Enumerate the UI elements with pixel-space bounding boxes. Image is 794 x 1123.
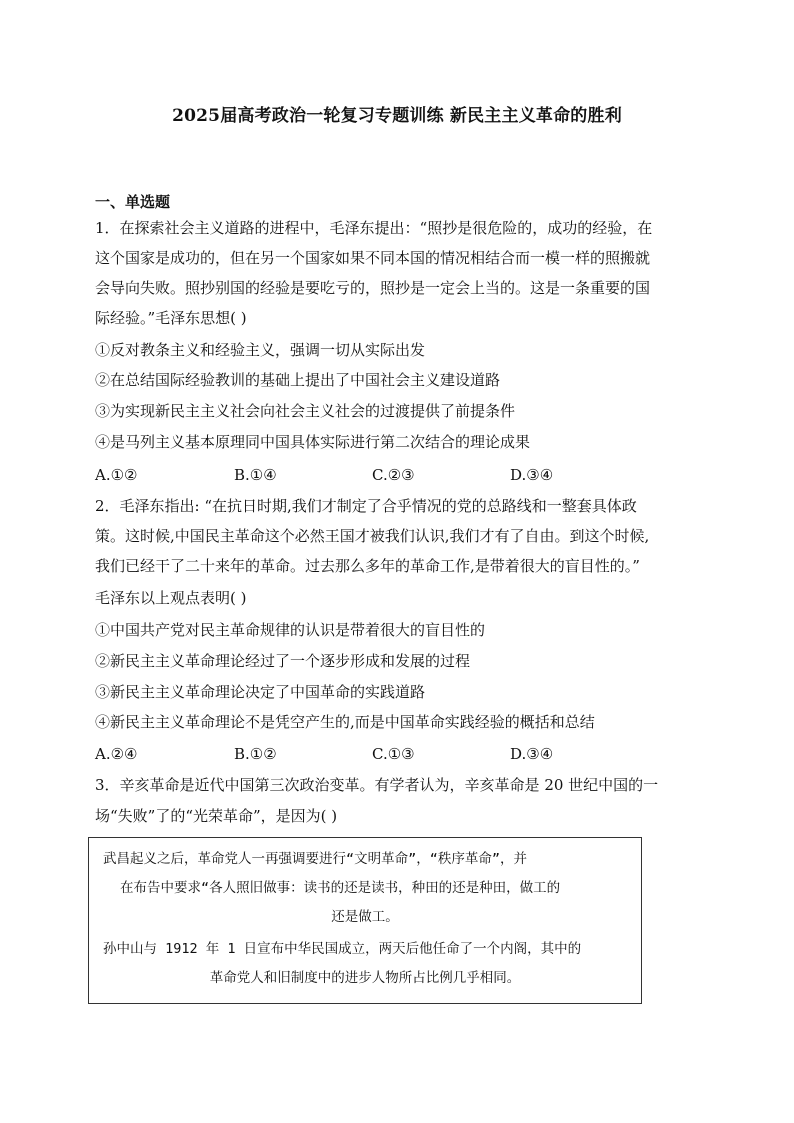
q2-option-c[interactable]: C.①③ <box>372 745 415 763</box>
q1-option-d[interactable]: D.③④ <box>510 466 554 484</box>
q1-option-c[interactable]: C.②③ <box>372 466 415 484</box>
q1-stem-line: 会导向失败。照抄别国的经验是要吃亏的，照抄是一定会上当的。这是一条重要的国 <box>95 279 651 297</box>
q3-stem-line: 场“失败”了的“光荣革命”，是因为( ) <box>95 807 338 825</box>
q2-statement: ①中国共产党对民主革命规律的认识是带着很大的盲目性的 <box>95 621 486 639</box>
q2-stem-line: 策。这时候,中国民主革命这个必然王国才被我们认识,我们才有了自由。到这个时候, <box>95 527 650 545</box>
q2-statement: ④新民主主义革命理论不是凭空产生的,而是中国革命实践经验的概括和总结 <box>95 713 595 731</box>
q3-material-line: 孙中山与 1912 年 1 日宣布中华民国成立，两天后他任命了一个内阁，其中的 <box>103 941 582 957</box>
q2-statement: ③新民主主义革命理论决定了中国革命的实践道路 <box>95 683 426 701</box>
q2-stem-line: 我们已经干了二十来年的革命。过去那么多年的革命工作,是带着很大的盲目性的。” <box>95 557 640 575</box>
q2-option-a[interactable]: A.②④ <box>95 745 138 763</box>
q3-material-line: 在布告中要求“各人照旧做事：读书的还是读书，种田的还是种田，做工的 <box>120 880 561 896</box>
section-heading: 一、单选题 <box>95 193 171 211</box>
q2-stem-line: 2．毛泽东指出: “在抗日时期,我们才制定了合乎情况的党的总路线和一整套具体政 <box>95 497 637 515</box>
q3-material-line: 武昌起义之后，革命党人一再强调要进行“文明革命”，“秩序革命”，并 <box>103 851 528 867</box>
document-title: 2025届高考政治一轮复习专题训练 新民主主义革命的胜利 <box>172 106 622 126</box>
q3-material-line: 还是做工。 <box>331 909 399 925</box>
q1-statement: ①反对教条主义和经验主义，强调一切从实际出发 <box>95 341 426 359</box>
q3-material-line: 革命党人和旧制度中的进步人物所占比例几乎相同。 <box>209 970 521 986</box>
q1-statement: ③为实现新民主主义社会向社会主义社会的过渡提供了前提条件 <box>95 402 516 420</box>
q3-stem-line: 3．辛亥革命是近代中国第三次政治变革。有学者认为，辛亥革命是 20 世纪中国的一 <box>95 776 659 794</box>
q2-option-b[interactable]: B.①② <box>234 745 277 763</box>
q2-options <box>95 744 695 764</box>
q1-options <box>95 465 695 485</box>
q2-option-d[interactable]: D.③④ <box>510 745 554 763</box>
q3-material-box <box>88 837 642 1004</box>
q1-stem-line: 1．在探索社会主义道路的进程中，毛泽东提出：“照抄是很危险的，成功的经验，在 <box>95 219 653 237</box>
q1-option-a[interactable]: A.①② <box>95 466 138 484</box>
q1-stem-line: 这个国家是成功的，但在另一个国家如果不同本国的情况相结合而一模一样的照搬就 <box>95 249 651 267</box>
q1-statement: ②在总结国际经验教训的基础上提出了中国社会主义建设道路 <box>95 371 501 389</box>
q1-stem-line: 际经验。”毛泽东思想( ) <box>95 309 247 327</box>
q1-statement: ④是马列主义基本原理同中国具体实际进行第二次结合的理论成果 <box>95 433 531 451</box>
q2-statement: ②新民主主义革命理论经过了一个逐步形成和发展的过程 <box>95 652 471 670</box>
q1-option-b[interactable]: B.①④ <box>234 466 277 484</box>
q2-stem-line: 毛泽东以上观点表明( ) <box>95 589 247 607</box>
